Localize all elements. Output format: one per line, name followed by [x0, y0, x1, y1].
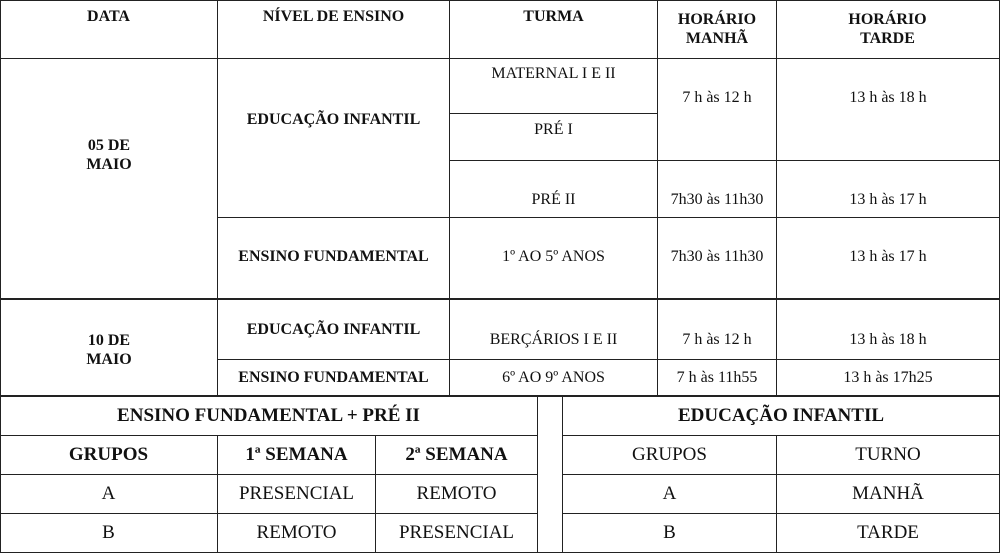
right-row-turno: TARDE — [857, 521, 919, 543]
level-ensino-fundamental: ENSINO FUNDAMENTAL — [238, 248, 429, 266]
border-line — [537, 396, 538, 553]
level-educacao-infantil: EDUCAÇÃO INFANTIL — [246, 321, 421, 339]
horario-tarde: 13 h às 17 h — [849, 191, 927, 209]
horario-manha: 7h30 às 11h30 — [670, 191, 764, 209]
header-data: DATA — [87, 8, 130, 26]
border-line — [0, 58, 1000, 59]
horario-manha: 7 h às 11h55 — [676, 369, 758, 387]
turma-bercarios: BERÇÁRIOS I E II — [489, 331, 618, 349]
right-row-grupo: B — [663, 521, 676, 543]
left-row-grupo: B — [102, 521, 115, 543]
left-table-title: ENSINO FUNDAMENTAL + PRÉ II — [117, 404, 420, 426]
left-row-grupo: A — [101, 482, 116, 504]
header-turma: TURMA — [523, 8, 584, 26]
border-line — [217, 359, 1000, 360]
border-line — [217, 217, 1000, 218]
right-header-turno: TURNO — [855, 443, 921, 465]
level-educacao-infantil: EDUCAÇÃO INFANTIL — [246, 111, 421, 129]
right-table-title: EDUCAÇÃO INFANTIL — [677, 404, 885, 426]
header-tarde: HORÁRIO TARDE — [848, 10, 927, 47]
horario-manha: 7 h às 12 h — [682, 89, 752, 107]
right-header-grupos: GRUPOS — [632, 443, 707, 465]
turma-1-5-anos: 1º AO 5º ANOS — [502, 248, 605, 266]
border-line — [0, 298, 1000, 300]
turma-6-9-anos: 6º AO 9º ANOS — [502, 369, 605, 387]
turma-pre-1: PRÉ I — [534, 121, 573, 139]
left-header-grupos: GRUPOS — [68, 443, 149, 465]
level-ensino-fundamental: ENSINO FUNDAMENTAL — [238, 369, 429, 387]
left-row-semana-1: REMOTO — [256, 521, 337, 543]
right-row-turno: MANHÃ — [852, 482, 924, 504]
header-manha: HORÁRIO MANHÃ — [677, 10, 757, 47]
left-row-semana-1: PRESENCIAL — [238, 482, 355, 504]
horario-tarde: 13 h às 18 h — [849, 331, 927, 349]
horario-tarde: 13 h às 17h25 — [843, 369, 933, 387]
date-05-maio: 05 DE MAIO — [86, 136, 132, 173]
header-nivel: NÍVEL DE ENSINO — [262, 8, 405, 26]
turma-pre-2: PRÉ II — [531, 191, 576, 209]
border-line — [449, 160, 1000, 161]
left-header-semana-1: 1ª SEMANA — [245, 443, 348, 465]
date-10-maio: 10 DE MAIO — [86, 331, 132, 368]
turma-maternal: MATERNAL I E II — [491, 65, 616, 83]
horario-tarde: 13 h às 17 h — [849, 248, 927, 266]
horario-tarde: 13 h às 18 h — [849, 89, 927, 107]
left-row-semana-2: REMOTO — [416, 482, 497, 504]
border-line — [449, 113, 657, 114]
horario-manha: 7h30 às 11h30 — [670, 248, 764, 266]
left-header-semana-2: 2ª SEMANA — [405, 443, 508, 465]
right-row-grupo: A — [662, 482, 677, 504]
left-row-semana-2: PRESENCIAL — [398, 521, 515, 543]
horario-manha: 7 h às 12 h — [682, 331, 752, 349]
